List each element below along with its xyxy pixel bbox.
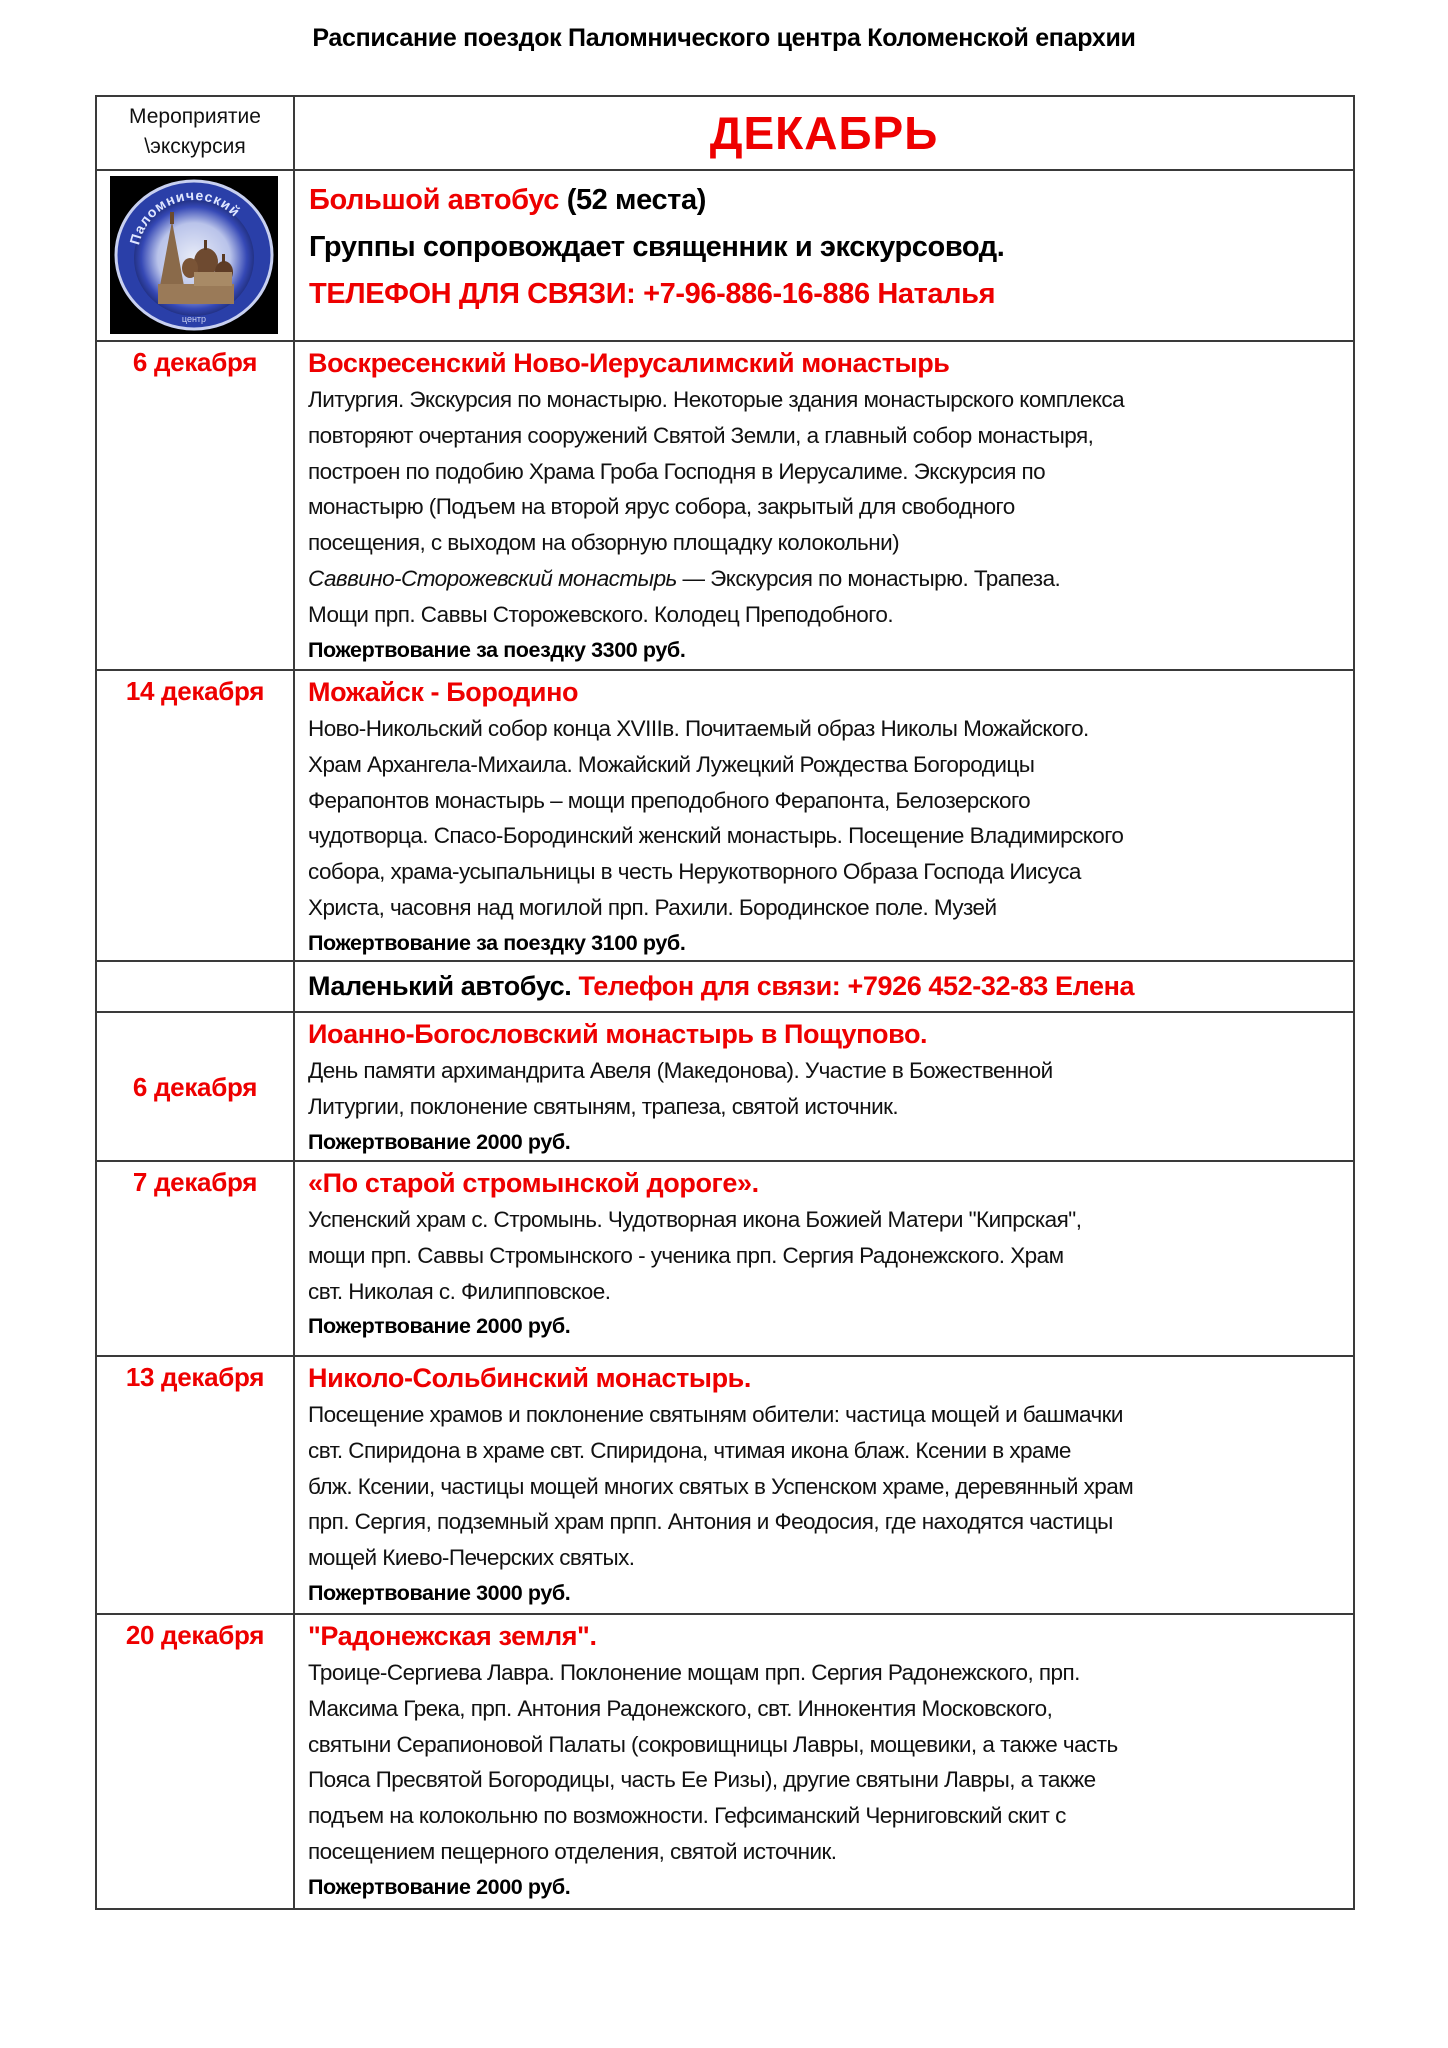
trip-description-line: Успенский храм с. Стромынь. Чудотворная икона Божией Матери "Кипрская", bbox=[308, 1207, 1082, 1232]
trip-title: Можайск - Бородино bbox=[308, 677, 579, 707]
column-label-line1: Мероприятие bbox=[129, 105, 261, 128]
trip-description-line: блж. Ксении, частицы мощей многих святых в Успенском храме, деревянный храм bbox=[308, 1473, 1134, 1499]
month-heading: ДЕКАБРЬ bbox=[709, 107, 939, 159]
large-bus-seats: (52 места) bbox=[559, 184, 706, 216]
schedule-table bbox=[95, 95, 1355, 1910]
column-label bbox=[97, 97, 293, 162]
trip-description-line: Пояса Пресвятой Богородицы, часть Ее Ризы), другие святыни Лавры, а также bbox=[308, 1767, 1096, 1793]
trip-details bbox=[294, 1614, 1354, 1909]
trip-row bbox=[96, 341, 1354, 670]
trip-date: 14 декабря bbox=[96, 670, 294, 961]
trip-date: 6 декабря bbox=[96, 341, 294, 670]
trip-description-line: посещением пещерного отделения, святой источник. bbox=[308, 1838, 837, 1864]
trip-description-line: Литургия. Экскурсия по монастырю. Некоторые здания монастырского комплекса bbox=[308, 387, 1125, 412]
trip-row bbox=[96, 1614, 1354, 1909]
trip-description-line: Храм Архангела-Михаила. Можайский Лужецкий Рождества Богородицы bbox=[308, 751, 1035, 777]
trip-details bbox=[294, 1356, 1354, 1614]
trip-title: «По старой стромынской дороге». bbox=[308, 1168, 759, 1198]
trip-title: "Радонежская земля". bbox=[308, 1621, 597, 1651]
intro-row bbox=[96, 170, 1354, 341]
trip-description-line: свт. Спиридона в храме свт. Спиридона, чтимая икона блаж. Ксении в храме bbox=[308, 1437, 1071, 1463]
trip-details bbox=[294, 1012, 1354, 1161]
trip-description-line: Литургии, поклонение святыням, трапеза, святой источник. bbox=[308, 1093, 899, 1119]
trip-description-line: Максима Грека, прп. Антония Радонежского, свт. Иннокентия Московского, bbox=[308, 1695, 1053, 1721]
trip-date: 7 декабря bbox=[96, 1161, 294, 1356]
trip-row bbox=[96, 1012, 1354, 1161]
small-bus-cell bbox=[294, 961, 1354, 1012]
trip-details bbox=[294, 670, 1354, 961]
logo-cell bbox=[96, 170, 294, 341]
large-bus-label: Большой автобус bbox=[309, 184, 560, 216]
secondary-site-description: — Экскурсия по монастырю. Трапеза. bbox=[676, 565, 1061, 591]
svg-text:Паломнический: Паломнический bbox=[126, 186, 244, 247]
trip-description-line: подъем на колокольню по возможности. Гефсиманский Черниговский скит с bbox=[308, 1803, 1066, 1829]
trip-description-line: мощи прп. Саввы Стромынского - ученика прп. Сергия Радонежского. Храм bbox=[308, 1242, 1064, 1268]
trip-description-line: Христа, часовня над могилой прп. Рахили. Бородинское поле. Музей bbox=[308, 894, 997, 920]
small-bus-label: Маленький автобус. bbox=[308, 971, 572, 1001]
trip-date: 6 декабря bbox=[96, 1012, 294, 1161]
column-label-cell bbox=[96, 96, 294, 170]
trip-description-line: святыни Серапионовой Палаты (сокровищницы Лавры, мощевики, а также часть bbox=[308, 1731, 1118, 1757]
small-bus-phone: Телефон для связи: +7926 452-32-83 Елена bbox=[571, 971, 1135, 1001]
trip-price: Пожертвование за поездку 3300 руб. bbox=[308, 637, 686, 662]
trip-title: Воскресенский Ново-Иерусалимский монастырь bbox=[308, 348, 950, 378]
trip-description-line: День памяти архимандрита Авеля (Македонова). Участие в Божественной bbox=[308, 1058, 1053, 1083]
empty-cell bbox=[96, 961, 294, 1012]
trip-price: Пожертвование за поездку 3100 руб. bbox=[308, 930, 686, 955]
trip-price: Пожертвование 2000 руб. bbox=[308, 1129, 571, 1154]
small-bus-row bbox=[96, 961, 1354, 1012]
small-bus-line bbox=[295, 962, 1353, 1006]
trip-price: Пожертвование 2000 руб. bbox=[308, 1314, 571, 1339]
intro-cell bbox=[294, 170, 1354, 341]
trip-description-line bbox=[308, 561, 1353, 597]
pilgrimage-center-logo-icon bbox=[110, 176, 278, 334]
trip-title: Иоанно-Богословский монастырь в Пощупово. bbox=[308, 1019, 928, 1049]
trip-details bbox=[294, 1161, 1354, 1356]
trip-description-line: мощей Киево-Печерских святых. bbox=[308, 1545, 635, 1571]
trip-date: 20 декабря bbox=[96, 1614, 294, 1909]
trip-description-line: собора, храма-усыпальницы в честь Нерукотворного Образа Господа Иисуса bbox=[308, 859, 1081, 885]
trip-date: 13 декабря bbox=[96, 1356, 294, 1614]
trip-description-line: Мощи прп. Саввы Сторожевского. Колодец Преподобного. bbox=[308, 601, 894, 627]
trip-description-line: прп. Сергия, подземный храм прпп. Антония и Феодосия, где находятся частицы bbox=[308, 1509, 1113, 1535]
trip-description-line: Ново-Никольский собор конца XVIIIв. Почитаемый образ Николы Можайского. bbox=[308, 716, 1089, 741]
trip-details bbox=[294, 341, 1354, 670]
trip-description-line: повторяют очертания сооружений Святой Земли, а главный собор монастыря, bbox=[308, 422, 1094, 448]
trip-description-line: построен по подобию Храма Гроба Господня в Иерусалиме. Экскурсия по bbox=[308, 458, 1046, 484]
trip-description-line: Троице-Сергиева Лавра. Поклонение мощам прп. Сергия Радонежского, прп. bbox=[308, 1660, 1080, 1685]
month-cell bbox=[294, 96, 1354, 170]
header-row bbox=[96, 96, 1354, 170]
trip-description-line: Ферапонтов монастырь – мощи преподобного Ферапонта, Белозерского bbox=[308, 787, 1031, 813]
escort-note: Группы сопровождает священник и экскурсовод. bbox=[309, 231, 1005, 263]
trip-description-line: посещения, с выходом на обзорную площадку колокольни) bbox=[308, 530, 900, 556]
svg-text:центр: центр bbox=[181, 314, 207, 324]
document-title: Расписание поездок Паломнического центра Коломенской епархии bbox=[312, 24, 1136, 52]
trip-description-line: монастырю (Подъем на второй ярус собора, закрытый для свободного bbox=[308, 494, 1015, 520]
trip-price: Пожертвование 3000 руб. bbox=[308, 1580, 571, 1605]
trip-title: Николо-Сольбинский монастырь. bbox=[308, 1363, 751, 1393]
intro-block bbox=[295, 171, 1353, 318]
large-bus-line bbox=[309, 177, 1353, 224]
trip-description-line: Посещение храмов и поклонение святыням обители: частица мощей и башмачки bbox=[308, 1402, 1123, 1427]
trip-price: Пожертвование 2000 руб. bbox=[308, 1874, 571, 1899]
trip-row bbox=[96, 1356, 1354, 1614]
trip-description-line: свт. Николая с. Филипповское. bbox=[308, 1278, 611, 1304]
trip-description-line: чудотворца. Спасо-Бородинский женский монастырь. Посещение Владимирского bbox=[308, 823, 1124, 849]
secondary-site-name: Саввино-Сторожевский монастырь bbox=[308, 565, 677, 591]
large-bus-phone: ТЕЛЕФОН ДЛЯ СВЯЗИ: +7-96-886-16-886 Наталья bbox=[309, 278, 996, 310]
trip-row bbox=[96, 1161, 1354, 1356]
trip-row bbox=[96, 670, 1354, 961]
column-label-line2: \экскурсия bbox=[144, 135, 246, 158]
